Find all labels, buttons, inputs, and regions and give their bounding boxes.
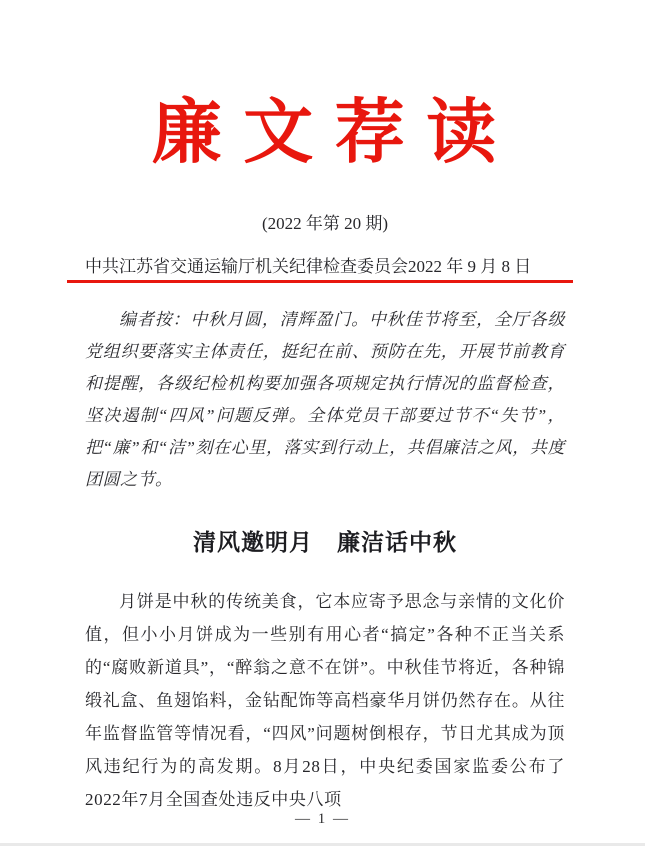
header-divider bbox=[67, 280, 573, 283]
article-title: 清风邀明月 廉洁话中秋 bbox=[193, 530, 457, 555]
issue-date: 2022 年 9 月 8 日 bbox=[408, 257, 532, 276]
masthead-title: 廉 文 荐 读 bbox=[151, 95, 499, 172]
issue-number: (2022 年第 20 期) bbox=[261, 214, 389, 233]
header-row bbox=[85, 255, 565, 278]
editor-note: 编者按：中秋月圆，清辉盈门。中秋佳节将至，全厅各级党组织要落实主体责任，挺纪在前、预防在先，开展节前教育和提醒，各级纪检机构要加强各项规定执行情况的监督检查，坚决遏制“四风”问题反弹。全体党员干部要过节不“失节”，把“廉”和“洁”刻在心里，落实到行动上，共倡廉洁之风，共度团圆之节。 bbox=[85, 310, 565, 489]
page-number: — 1 — bbox=[295, 811, 350, 827]
issuing-organization: 中共江苏省交通运输厅机关纪律检查委员会 bbox=[85, 257, 408, 276]
article-body: 月饼是中秋的传统美食，它本应寄予思念与亲情的文化价值，但小小月饼成为一些别有用心者“搞定”各种不正当关系的“腐败新道具”，“醉翁之意不在饼”。中秋佳节将近，各种锦缎礼盒、鱼翅馅料，金钻配饰等高档豪华月饼仍然存在。从往年监督监管等情况看，“四风”问题树倒根存，节日尤其成为顶风违纪行为的高发期。8月28日，中央纪委国家监委公布了2022年7月全国查处违反中央八项 bbox=[85, 592, 565, 809]
